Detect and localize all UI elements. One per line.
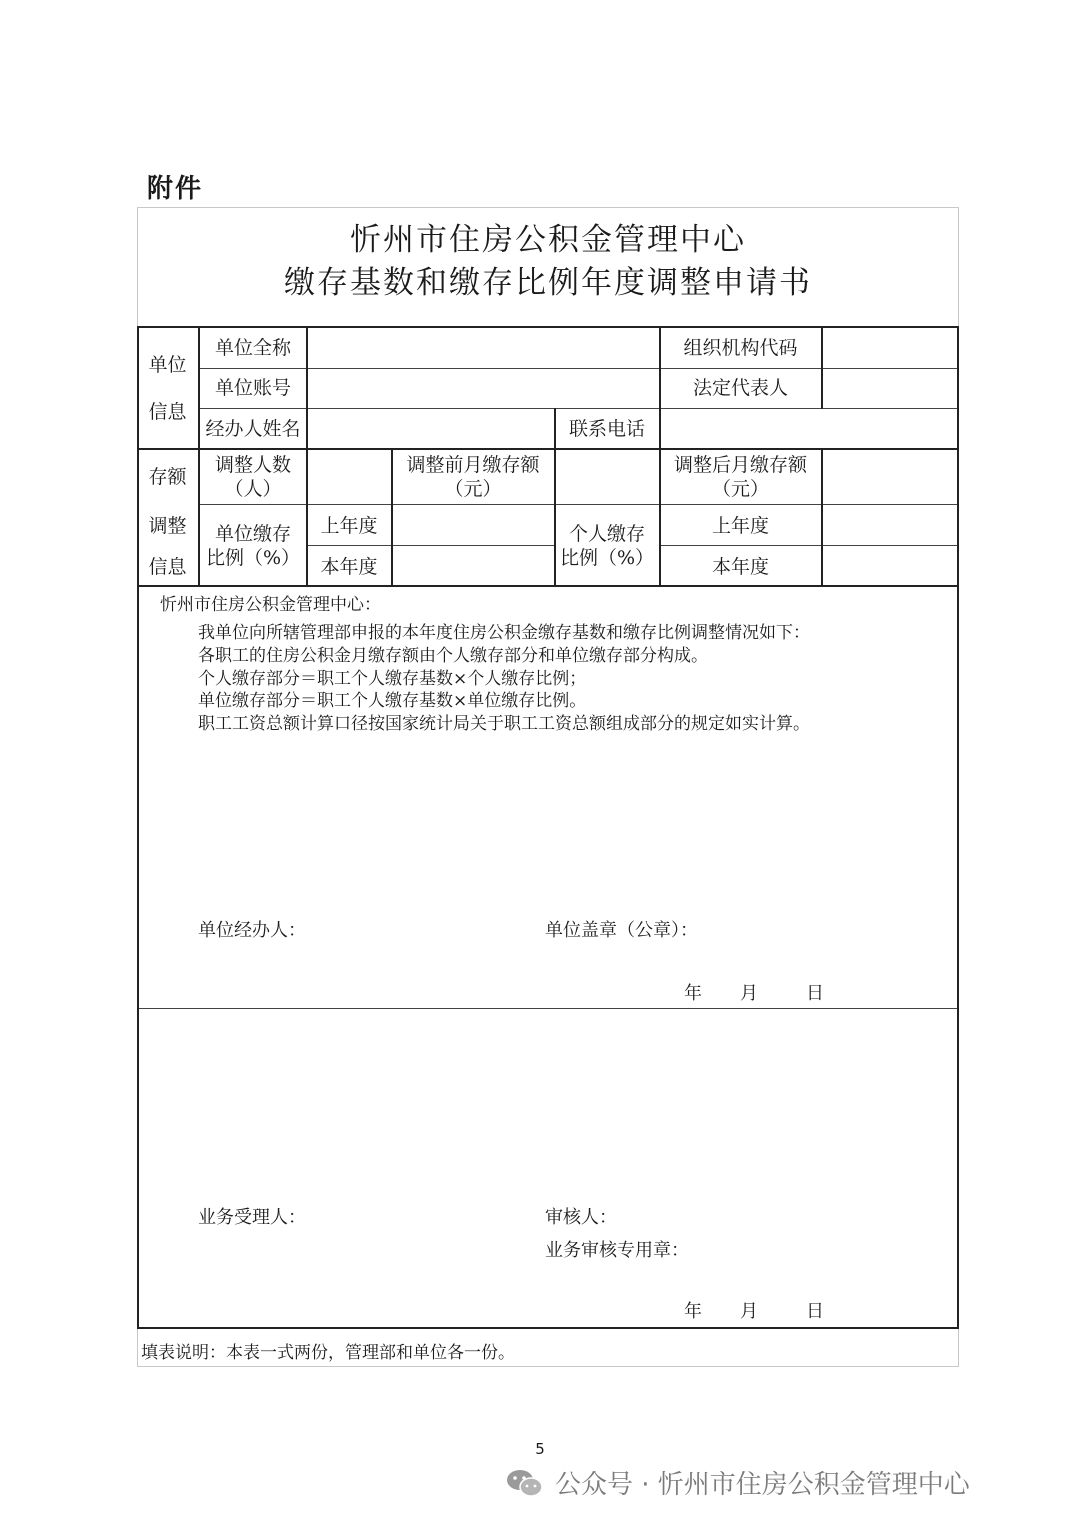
statement-line-5: 职工工资总额计算口径按国家统计局关于职工工资总额组成部分的规定如实计算。 bbox=[198, 714, 810, 734]
unit-ratio-unit: 比例（%） bbox=[205, 547, 301, 569]
phone-label: 联系电话 bbox=[568, 418, 645, 440]
review-date-month: 月 bbox=[740, 1301, 758, 1322]
form-note: 填表说明：本表一式两份，管理部和单位各一份。 bbox=[141, 1343, 515, 1363]
before-amount-label: 调整前月缴存额 bbox=[406, 454, 540, 476]
review-seal-label: 业务审核专用章： bbox=[545, 1240, 689, 1261]
page-number: 5 bbox=[535, 1440, 545, 1458]
form-title-line2: 缴存基数和缴存比例年度调整申请书 bbox=[284, 265, 812, 301]
unit-info-label-1: 单位 bbox=[148, 354, 187, 376]
statement-line-4: 单位缴存部分＝职工个人缴存基数×单位缴存比例。 bbox=[198, 691, 587, 711]
wechat-icon bbox=[505, 1468, 545, 1498]
org-code-label: 组织机构代码 bbox=[683, 337, 798, 359]
unit-account-label: 单位账号 bbox=[214, 377, 291, 399]
legal-rep-label: 法定代表人 bbox=[692, 377, 788, 399]
unit-seal-label: 单位盖章（公章）： bbox=[545, 920, 698, 941]
adjust-info-label-2: 调整 bbox=[148, 515, 187, 537]
unit-info-label-2: 信息 bbox=[148, 401, 187, 423]
unit-full-name-label: 单位全称 bbox=[214, 337, 291, 359]
personal-last-year-label: 上年度 bbox=[711, 515, 769, 537]
receiver-label: 业务受理人： bbox=[198, 1207, 306, 1228]
statement-line-1: 我单位向所辖管理部申报的本年度住房公积金缴存基数和缴存比例调整情况如下： bbox=[198, 623, 810, 643]
watermark bbox=[505, 1464, 970, 1501]
headcount-label: 调整人数 bbox=[214, 454, 291, 476]
before-amount-unit: （元） bbox=[444, 478, 502, 500]
watermark-text: 公众号 · 忻州市住房公积金管理中心 bbox=[555, 1470, 970, 1500]
unit-last-year-label: 上年度 bbox=[320, 515, 378, 537]
statement-line-3: 个人缴存部分＝职工个人缴存基数×个人缴存比例； bbox=[198, 669, 587, 689]
statement-date-month: 月 bbox=[740, 983, 758, 1004]
after-amount-label: 调整后月缴存额 bbox=[673, 454, 807, 476]
review-date-day: 日 bbox=[806, 1301, 824, 1322]
statement-date-day: 日 bbox=[806, 983, 824, 1004]
headcount-unit: （人） bbox=[224, 478, 282, 500]
reviewer-label: 审核人： bbox=[545, 1207, 617, 1228]
handler-name-label: 经办人姓名 bbox=[205, 418, 301, 440]
statement-date-year: 年 bbox=[684, 983, 702, 1004]
after-amount-unit: （元） bbox=[711, 478, 769, 500]
statement-addressee: 忻州市住房公积金管理中心： bbox=[160, 595, 381, 615]
review-date-year: 年 bbox=[684, 1301, 702, 1322]
adjust-info-label-3: 信息 bbox=[148, 556, 187, 578]
unit-ratio-label: 单位缴存 bbox=[214, 523, 291, 545]
unit-handler-signature-label: 单位经办人： bbox=[198, 920, 306, 941]
adjust-info-label-1: 存额 bbox=[148, 466, 187, 488]
personal-ratio-label: 个人缴存 bbox=[568, 523, 645, 545]
statement-line-2: 各职工的住房公积金月缴存额由个人缴存部分和单位缴存部分构成。 bbox=[198, 646, 708, 666]
personal-this-year-label: 本年度 bbox=[711, 556, 769, 578]
form-title-line1: 忻州市住房公积金管理中心 bbox=[350, 222, 746, 258]
attachment-label: 附件 bbox=[147, 174, 204, 204]
personal-ratio-unit: 比例（%） bbox=[559, 547, 655, 569]
unit-this-year-label: 本年度 bbox=[320, 556, 378, 578]
